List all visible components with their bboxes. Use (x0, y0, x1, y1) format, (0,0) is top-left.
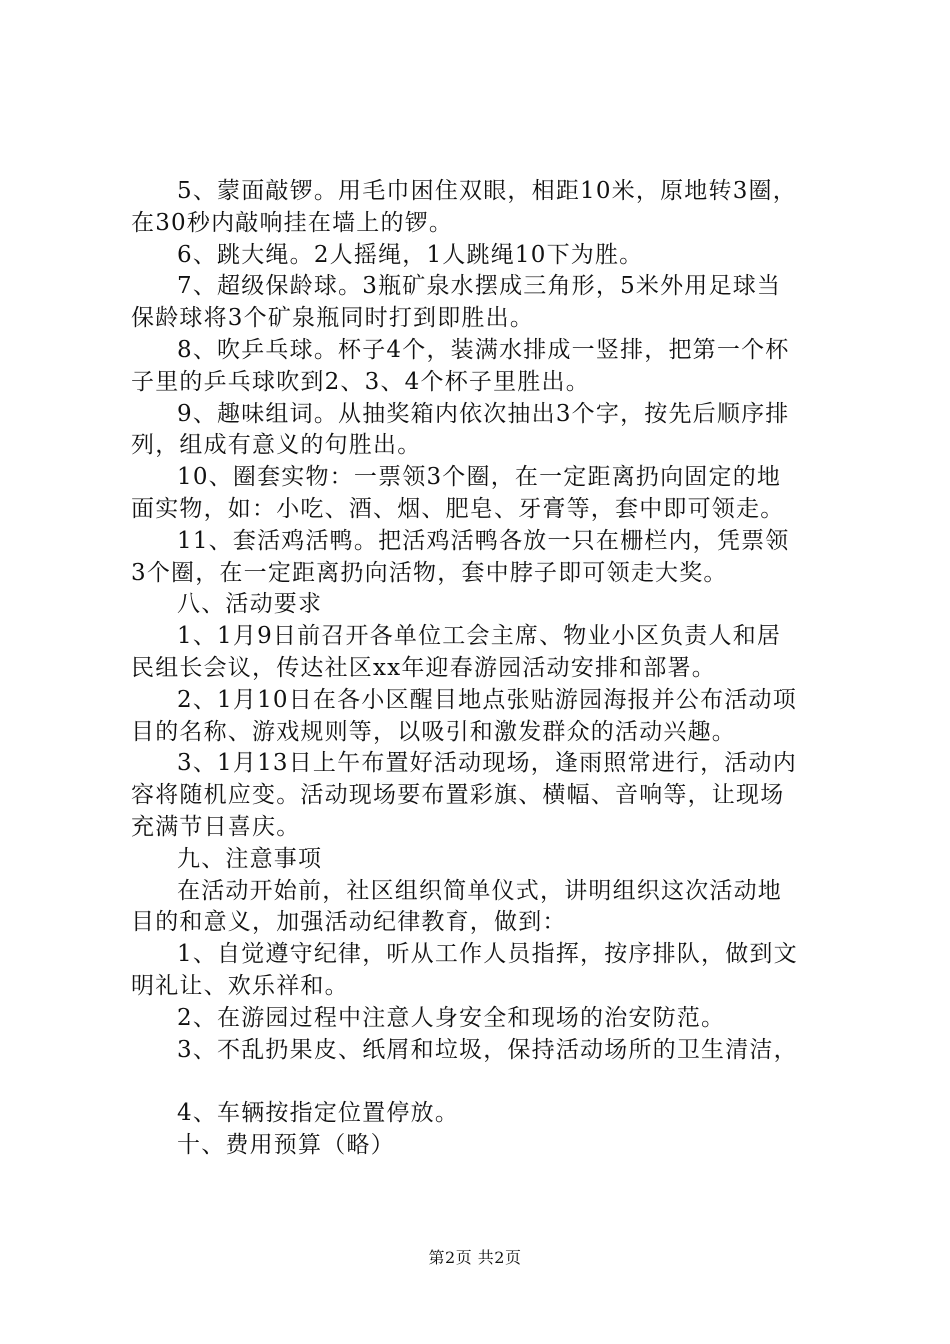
text-line: 民组长会议，传达社区xx年迎春游园活动安排和部署。 (131, 654, 716, 681)
text-line: 7、超级保龄球。3瓶矿泉水摆成三角形，5米外用足球当 (177, 273, 782, 300)
text-line: 九、注意事项 (177, 845, 323, 872)
text-line: 11、套活鸡活鸭。把活鸡活鸭各放一只在栅栏内，凭票领 (177, 527, 790, 554)
text-line: 9、趣味组词。从抽奖箱内依次抽出3个字，按先后顺序排 (177, 400, 790, 427)
document-body (131, 176, 831, 1162)
page-footer: 第2页 共2页 (428, 1248, 522, 1267)
text-line: 容将随机应变。活动现场要布置彩旗、横幅、音响等，让现场 (131, 782, 785, 809)
text-line: 明礼让、欢乐祥和。 (131, 972, 349, 999)
text-line: 十、费用预算（略） (177, 1131, 395, 1158)
text-line: 8、吹乒乓球。杯子4个，装满水排成一竖排，把第一个杯 (177, 336, 790, 363)
text-line: 4、车辆按指定位置停放。 (177, 1100, 460, 1127)
text-line: 2、在游园过程中注意人身安全和现场的治安防范。 (177, 1004, 726, 1031)
text-line: 3、不乱扔果皮、纸屑和垃圾，保持活动场所的卫生清洁， (177, 1036, 798, 1063)
blank-line (131, 1066, 831, 1098)
text-line: 子里的乒乓球吹到2、3、4个杯子里胜出。 (131, 368, 590, 395)
text-line: 八、活动要求 (177, 591, 323, 618)
text-line: 目的和意义，加强活动纪律教育，做到： (131, 909, 567, 936)
text-line: 在活动开始前，社区组织简单仪式，讲明组织这次活动地 (177, 877, 782, 904)
text-line: 1、自觉遵守纪律，听从工作人员指挥，按序排队，做到文 (177, 941, 798, 968)
text-line: 1、1月9日前召开各单位工会主席、物业小区负责人和居 (177, 623, 782, 650)
text-line: 2、1月10日在各小区醒目地点张贴游园海报并公布活动项 (177, 686, 797, 713)
text-line: 6、跳大绳。2人摇绳，1人跳绳10下为胜。 (177, 241, 644, 268)
text-line: 列，组成有意义的句胜出。 (131, 432, 422, 459)
text-line: 3个圈，在一定距离扔向活物，套中脖子即可领走大奖。 (131, 559, 728, 586)
text-line: 保龄球将3个矿泉瓶同时打到即胜出。 (131, 305, 535, 332)
text-line: 5、蒙面敲锣。用毛巾困住双眼，相距10米，原地转3圈， (177, 178, 797, 204)
text-line: 充满节日喜庆。 (131, 813, 301, 840)
text-line: 10、圈套实物：一票领3个圈，在一定距离扔向固定的地 (177, 464, 782, 491)
text-line: 目的名称、游戏规则等，以吸引和激发群众的活动兴趣。 (131, 718, 736, 745)
text-line: 面实物，如：小吃、酒、烟、肥皂、牙膏等，套中即可领走。 (131, 495, 785, 522)
text-line: 3、1月13日上午布置好活动现场，逢雨照常进行，活动内 (177, 750, 797, 777)
text-line: 在30秒内敲响挂在墙上的锣。 (131, 209, 454, 236)
